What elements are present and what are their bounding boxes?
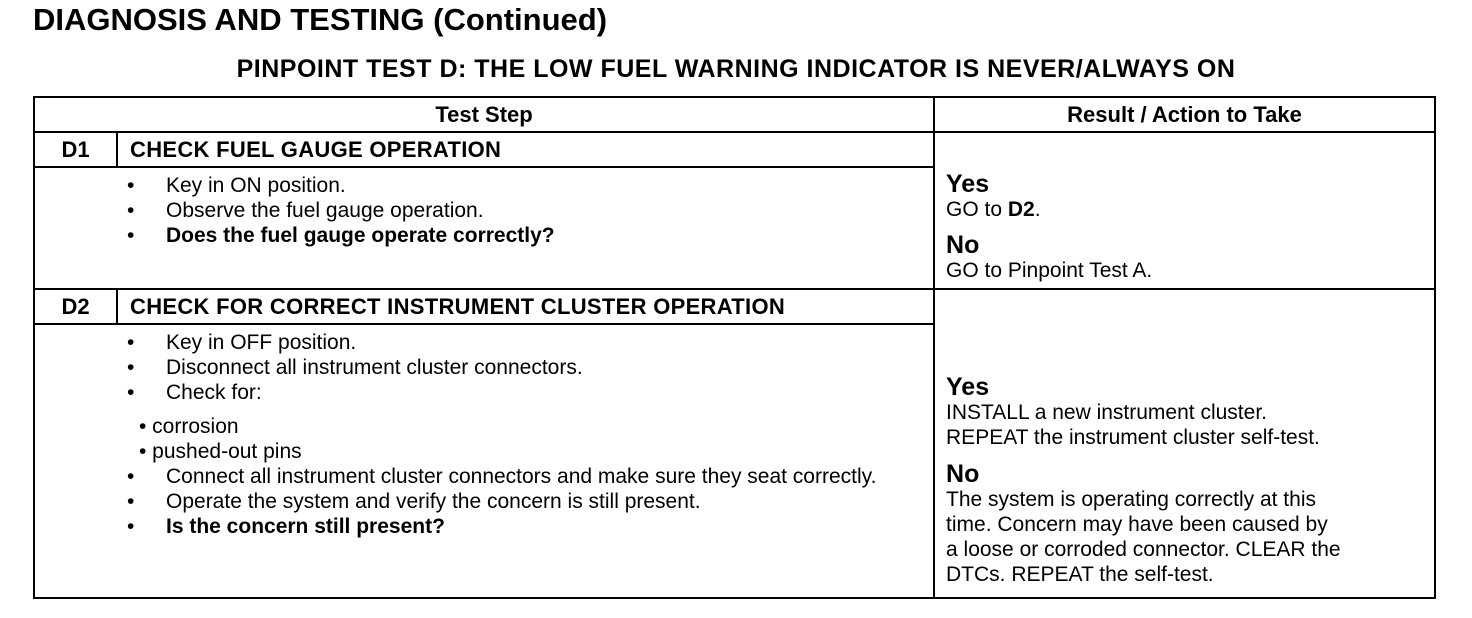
- d1-yes-target: D2: [1007, 198, 1035, 221]
- table-header-row: [34, 97, 1435, 132]
- d2-step-item: • Key in OFF position.: [127, 331, 357, 354]
- d2-step-item: • Connect all instrument cluster connectors and make sure they seat correctly.: [127, 465, 877, 488]
- step-d2-results: [934, 289, 1435, 598]
- d2-step-item: • Check for: • corrosion • pushed-out pins: [117, 380, 933, 464]
- d1-yes-action: GO to D2.: [946, 198, 1041, 221]
- step-title-d2: CHECK FOR CORRECT INSTRUMENT CLUSTER OPERATION: [117, 289, 934, 324]
- d2-check-sublist: [139, 414, 933, 464]
- d2-sub-item: • pushed-out pins: [139, 440, 302, 463]
- d1-step-item: • Does the fuel gauge operate correctly?: [127, 224, 555, 247]
- d2-no-action-1: The system is operating correctly at this: [946, 488, 1316, 511]
- d2-no-action-2: time. Concern may have been caused by: [946, 513, 1328, 536]
- step-d2-body: [117, 324, 934, 598]
- d2-step-item: • Is the concern still present?: [127, 515, 445, 538]
- d2-no-action-3: a loose or corroded connector. CLEAR the: [946, 538, 1341, 561]
- step-id-d2: D2: [34, 289, 117, 324]
- step-d1-results: [934, 132, 1435, 289]
- pinpoint-test-title: PINPOINT TEST D: THE LOW FUEL WARNING INDICATOR IS NEVER/ALWAYS ON: [236, 55, 1236, 83]
- d1-step-item: • Key in ON position.: [127, 174, 346, 197]
- d2-yes-label: Yes: [946, 373, 990, 401]
- d2-yes-action-1: INSTALL a new instrument cluster.: [946, 401, 1267, 424]
- pinpoint-test-table: [33, 96, 1436, 599]
- step-d2-title-row: [34, 289, 1435, 324]
- step-d1-title-row: [34, 132, 1435, 167]
- test-step-header: Test Step: [34, 97, 934, 132]
- step-title-d1: CHECK FUEL GAUGE OPERATION: [117, 132, 934, 167]
- d2-yes-action-2: REPEAT the instrument cluster self-test.: [946, 426, 1320, 449]
- step-id-d1: D1: [34, 132, 117, 167]
- result-action-header: Result / Action to Take: [934, 97, 1435, 132]
- step-d1-body: [117, 167, 934, 289]
- page-title: DIAGNOSIS AND TESTING (Continued): [33, 2, 608, 37]
- d1-no-label: No: [946, 231, 980, 259]
- d1-no-action: GO to Pinpoint Test A.: [946, 259, 1153, 282]
- d2-step-item: • Operate the system and verify the concern is still present.: [127, 490, 701, 513]
- d2-sub-item: • corrosion: [139, 415, 239, 438]
- d2-step-item: • Disconnect all instrument cluster connectors.: [127, 356, 583, 379]
- d1-step-item: • Observe the fuel gauge operation.: [127, 199, 484, 222]
- d1-yes-label: Yes: [946, 170, 990, 198]
- d2-no-label: No: [946, 460, 980, 488]
- d2-no-action-4: DTCs. REPEAT the self-test.: [946, 563, 1214, 586]
